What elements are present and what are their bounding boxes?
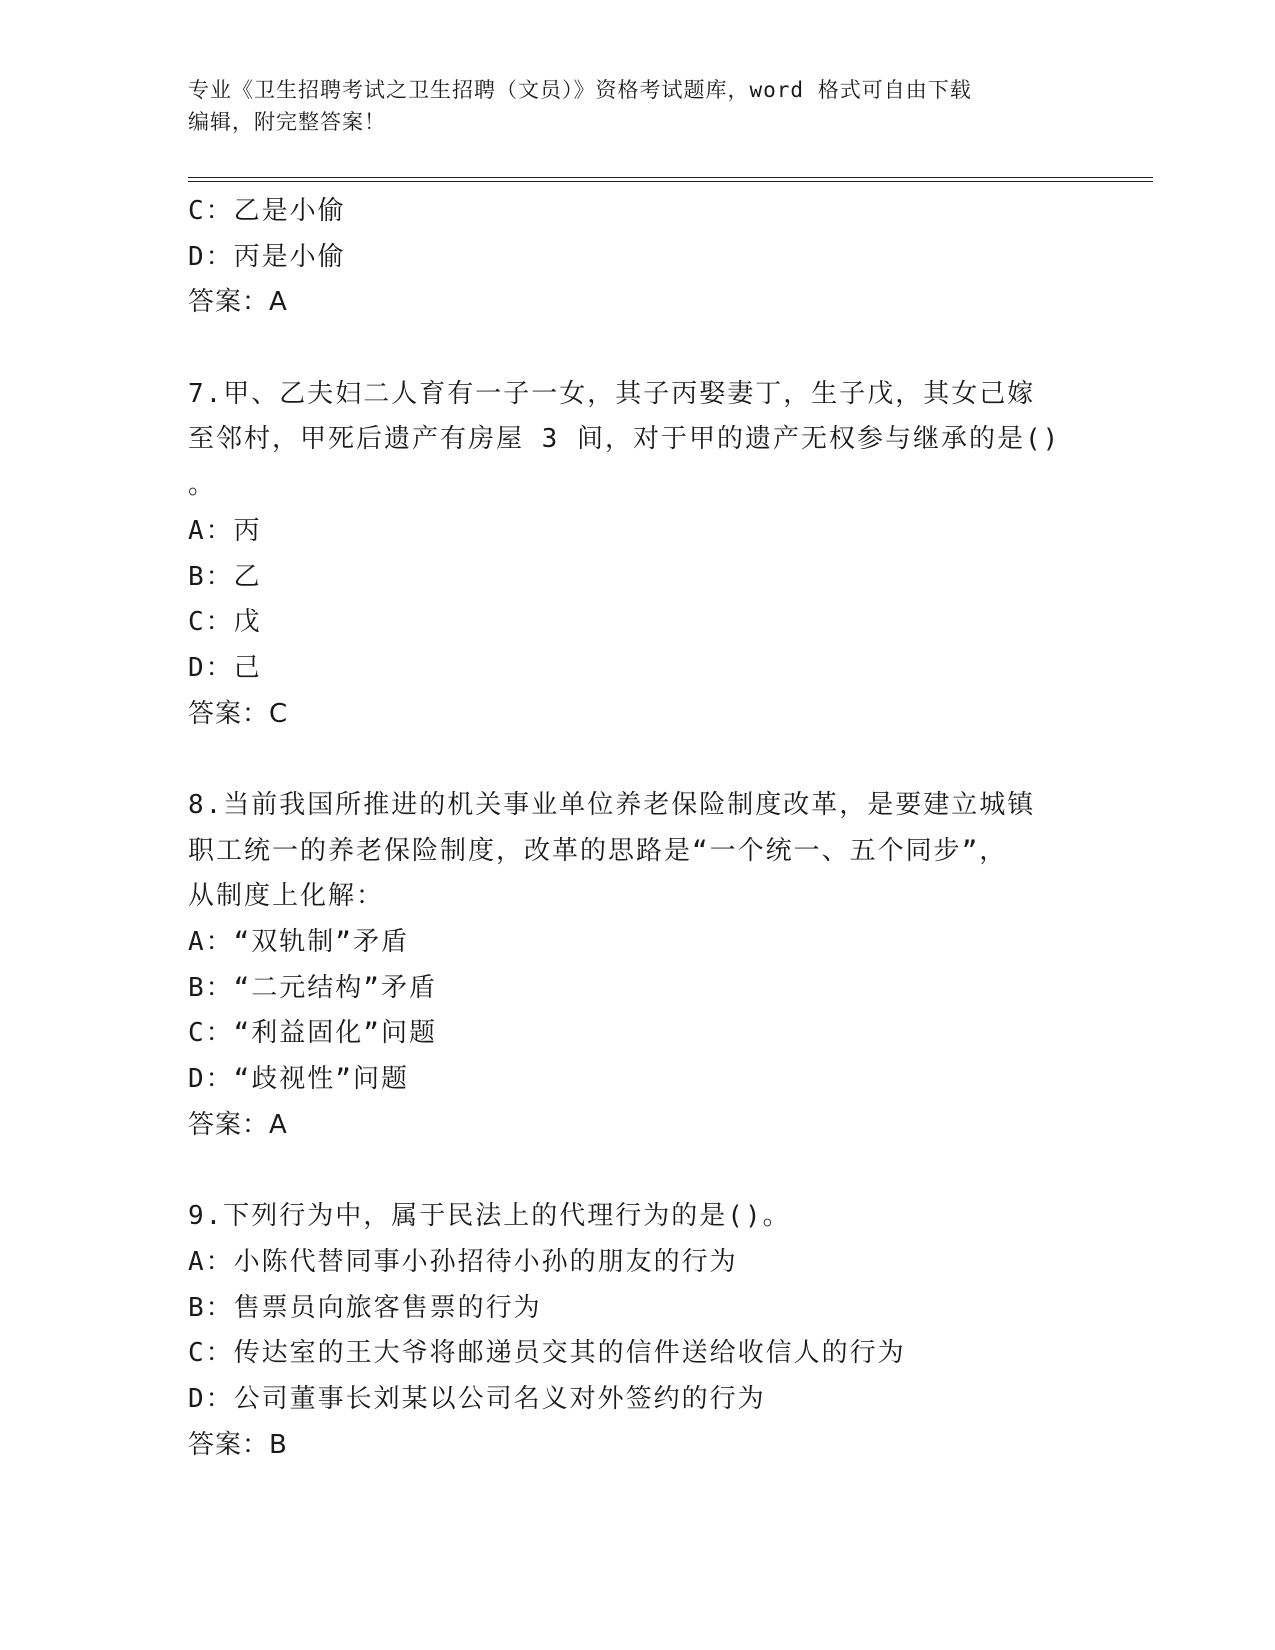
option-c: C：戊	[188, 607, 262, 638]
option-a: A：丙	[188, 515, 262, 546]
option-d: D：“歧视性”问题	[188, 1064, 409, 1095]
header-rule-bottom	[188, 181, 1153, 182]
option-d: D：己	[188, 652, 262, 683]
answer: 答案：B	[188, 1429, 288, 1460]
question-8	[188, 783, 1088, 1149]
option-d: D：丙是小偷	[188, 241, 346, 272]
option-d: D：公司董事长刘某以公司名义对外签约的行为	[188, 1383, 766, 1414]
header-line-1: 专业《卫生招聘考试之卫生招聘（文员）》资格考试题库，word 格式可自由下载	[188, 78, 972, 102]
option-c: C：传达室的王大爷将邮递员交其的信件送给收信人的行为	[188, 1338, 906, 1369]
question-content	[188, 189, 1088, 1468]
question-6-tail	[188, 189, 1088, 326]
question-text-line: 至邻村，甲死后遗产有房屋 3 间，对于甲的遗产无权参与继承的是()	[188, 424, 1061, 455]
question-text-line: 职工统一的养老保险制度，改革的思路是“一个统一、五个同步”，	[188, 835, 1008, 866]
option-b: B：乙	[188, 561, 262, 592]
option-c: C：乙是小偷	[188, 196, 346, 226]
answer: 答案：A	[188, 287, 288, 318]
option-b: B：“二元结构”矛盾	[188, 972, 437, 1003]
question-text-line: 从制度上化解：	[188, 881, 385, 912]
question-text-line: 7.甲、乙夫妇二人育有一子一女，其子丙娶妻丁，生子戊，其女己嫁	[188, 378, 1036, 409]
question-9	[188, 1194, 1088, 1468]
answer: 答案：A	[188, 1109, 288, 1140]
page-header	[188, 74, 1088, 138]
answer: 答案：C	[188, 698, 289, 729]
question-text-line: 。	[188, 470, 217, 501]
option-a: A：小陈代替同事小孙招待小孙的朋友的行为	[188, 1246, 738, 1277]
question-text-line: 9.下列行为中，属于民法上的代理行为的是()。	[188, 1201, 791, 1232]
question-text-line: 8.当前我国所推进的机关事业单位养老保险制度改革，是要建立城镇	[188, 789, 1036, 820]
option-b: B：售票员向旅客售票的行为	[188, 1292, 542, 1323]
option-a: A：“双轨制”矛盾	[188, 927, 409, 957]
header-rule-top	[188, 177, 1153, 178]
header-line-2: 编辑，附完整答案！	[188, 110, 386, 134]
option-c: C：“利益固化”问题	[188, 1018, 437, 1049]
question-7	[188, 372, 1088, 738]
